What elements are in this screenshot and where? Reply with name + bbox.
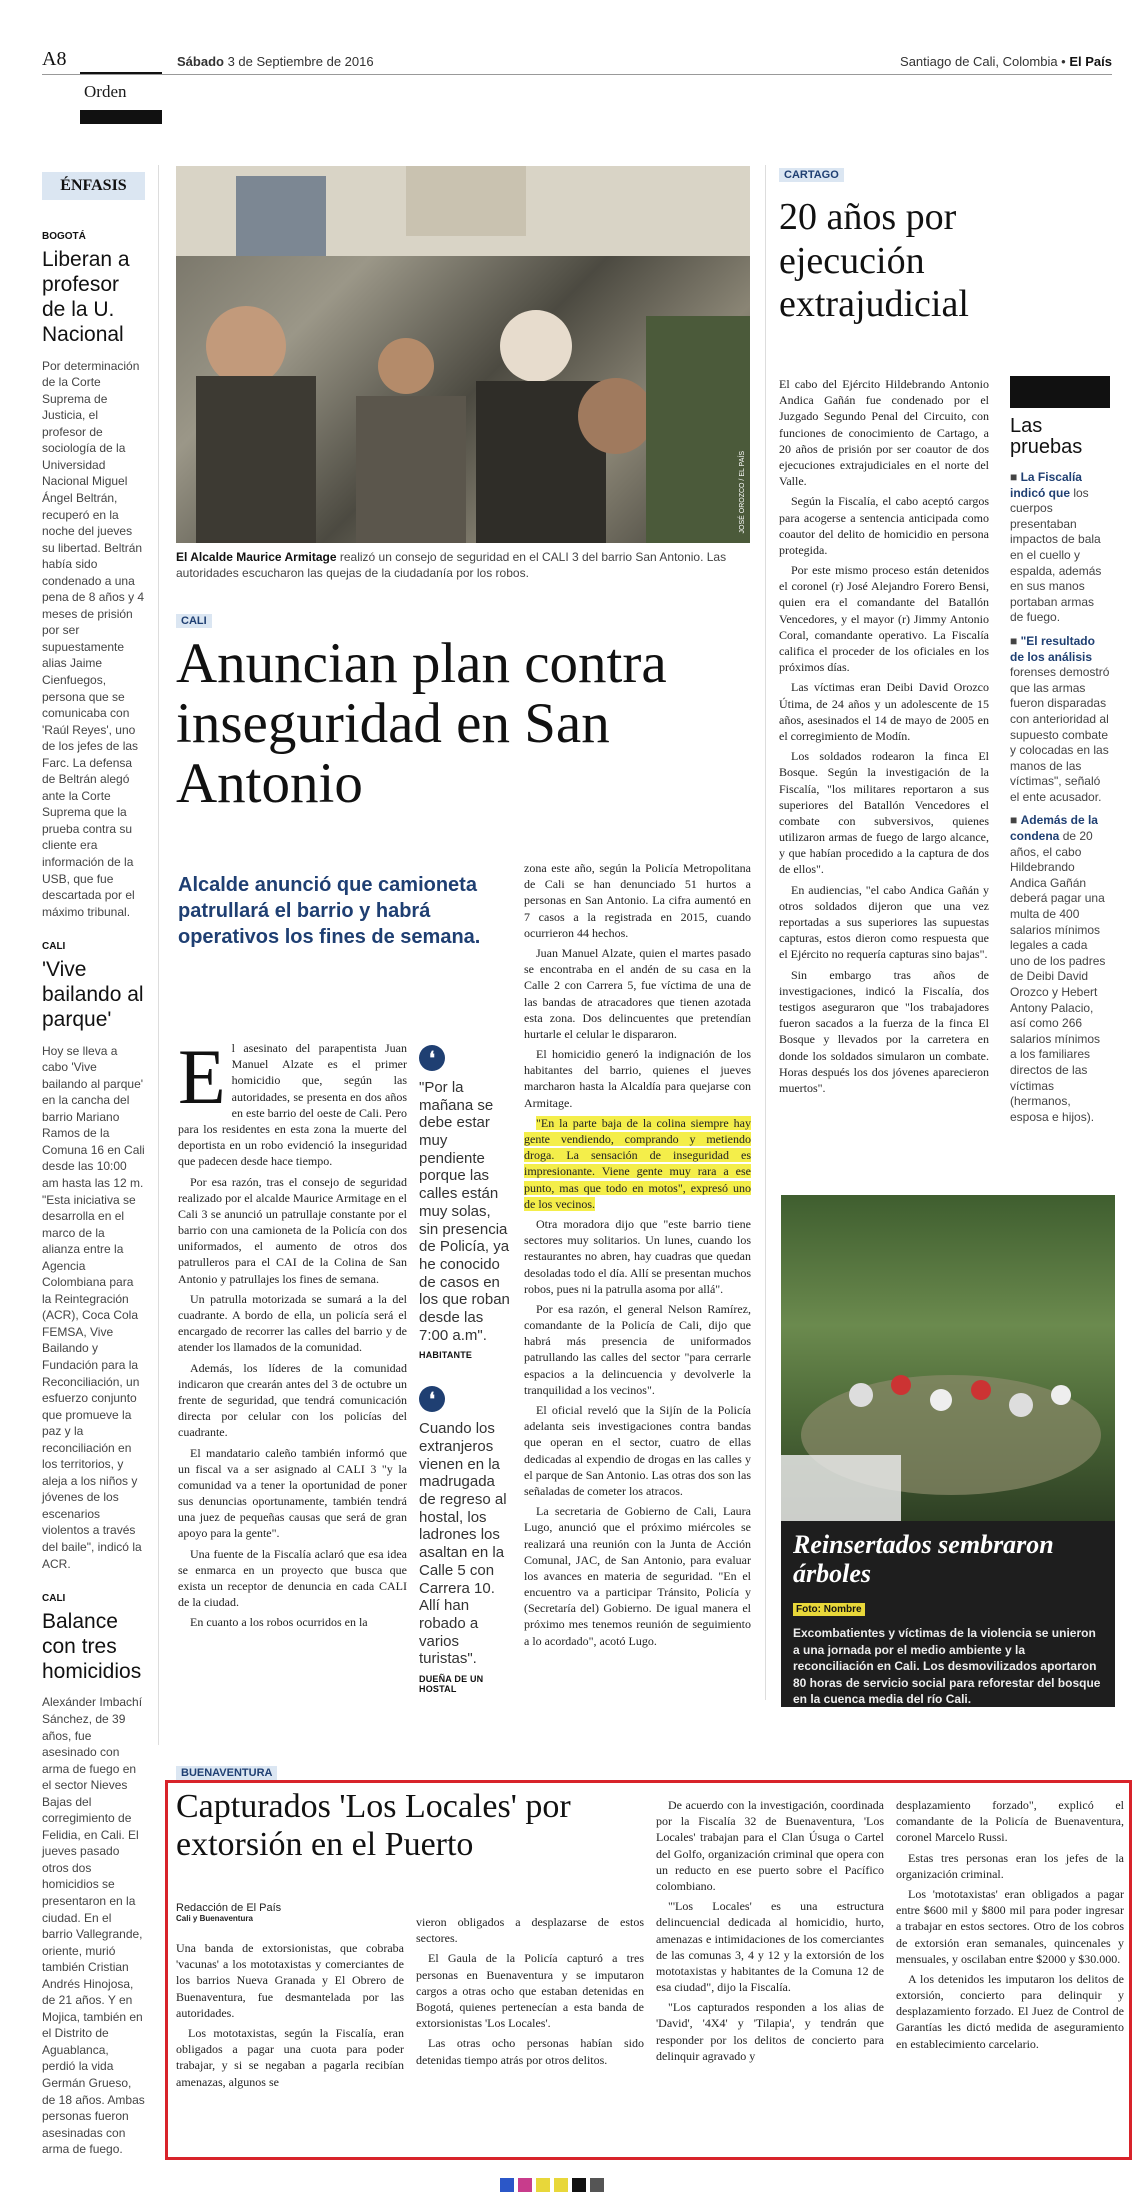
cartago-headline: 20 años por ejecución extrajudicial [779,196,969,326]
main-col-1: E l asesinato del parapentista Juan Manuel Alzate es el primer homicidio que, según las autoridades, se presenta en dos años en este barrio del oeste de Cali. Pero para los residentes en esta zona la muerte del deportista en un robo evidenció la inseguridad que padecen desde hace tiempo. Por esa razón, tras el consejo de seguridad realizado por el alcalde Maurice Armitage en el Cali 3 se anunció un patrullaje constante por el barrio con una camioneta de la Policía con dos uniformados, el aumento de otros dos patrulleros para el CAI de la Colina de San Antonio y patrullajes los fines de semana. Un patrulla motorizada se sumará a la del cuadrante. A bordo de ella, un policía será el encargado de recorrer las calles del barrio y de atender los llamados de la comunidad. Además, los líderes de la comunidad indicaron que crearán antes del 3 de octubre un frente de seguridad, que tendrá comunicación directa por celular con los policías del cuadrante. El mandatario caleño también informó que un fiscal va a ser asignado al CALI 3 "y la comunidad va a tener la oportunidad de poner sus denuncias oportunamente, también tendrá una juez de pequeñas causas que será de gran apoyo para la gente". Una fuente de la Fiscalía aclaró que esa idea se enmarca en un proyecto que busca que exista un receptor de denuncia en cada CALI de la ciudad. En cuanto a los robos ocurridos en la [178,1033,407,1630]
color-swatch [518,2178,532,2192]
cartago-body: El cabo del Ejército Hildebrando Antonio Andica Gañán fue condenado por el Juzgado Segundo Penal del Circuito, con funciones de conocimiento de Cartago, a 20 años de prisión por ser coautor de dos ejecuciones extrajudiciales en el norte del Valle. Según la Fiscalía, el cabo aceptó cargos para acogerse a sentencia anticipada como coautor del delito de homicidio en persona protegida. Por este mismo proceso están detenidos el coronel (r) José Alejandro Forero Bensi, quien era el comandante del Batallón Vencedores, y el mayor (r) Jimmy Antonio Coral, comandante operativo. La Fiscalía califica el proceder de los oficiales en los próximos días. Las víctimas eran Deibi David Orozco Útima, de 24 años y un adolescente de 15 años, asesinados el 14 de mayo de 2005 en el corregimiento de Modín. Los soldados rodearon la finca El Bosque. Según la investigación de la Fiscalía, "los militares reportaron a sus superiores del Batallón Vencedores el combate con subversivos, quienes utilizaron armas de fuego de largo alcance, y que habían procedido a la captura de dos de ellos". En audiencias, "el cabo Andica Gañán y otros soldados dijeron que una vez reportadas a sus superiores las supuestas capturas, estos dieron como respuesta que el Ejército no requería capturas sino bajas". Sin embargo tras años de investigaciones, indicó la Fiscalía, dos testigos aseguraron que "los trabajadores fueron sacados a la fuerza de la finca El Bosque y llevados por la carretera en donde los soldados simularon un combate. Horas después los dos jóvenes aparecieron muertos". [779,377,989,1095]
main-headline: Anuncian plan contra inseguridad en San Antonio [176,632,667,815]
color-swatch [536,2178,550,2192]
section-tag: BUENAVENTURA [176,1766,277,1780]
page-number: A8 [42,48,67,70]
pull-quote: Cuando los extranjeros vienen en la madrugada de regreso al hostal, los ladrones los asaltan en la Calle 5 con Carrera 10. Allí han robado a varios turistas". [419,1420,507,1668]
photo-label: Foto: Nombre [793,1603,865,1616]
enfasis-sidebar [42,172,145,2158]
photo-credit: JOSÉ OROZCO / EL PAÍS [739,450,746,533]
main-col-2: zona este año, según la Policía Metropolitana de Cali se han denunciado 51 hurtos a personas en San Antonio. La cifra aumentó en 7 casos a la registrada en 2015, cuando ocurrieron 44 hechos. Juan Manuel Alzate, quien el martes pasado se encontraba en el andén de su casa en la Calle 2 con Carrera 5, fue víctima de una de las bandas de atracadores que tienen azotada esta zona. Dos delincuentes que pretendían hurtarle el celular le dispararon. El homicidio generó la indignación de los habitantes del barrio, quienes el jueves marcharon hasta la Alcaldía para quejarse con Armitage. "En la parte baja de la colina siempre hay gente vendiendo, comprando y metiendo droga. La sensación de inseguridad es impresionante. Viene gente muy rara a ese punto, mas que todo en motos", expresó uno de los vecinos. Otra moradora dijo que "este barrio tiene sectores muy solitarios. Un lunes, cuando los restaurantes no abren, hay cuadras que quedan desoladas todo el día. Allí se presentan muchos robos, pues ni la patrulla asoma por allá". Por esa razón, el general Nelson Ramírez, comandante de la Policía de Cali, dijo que habrá más presencia de uniformados patrullando las calles del sector "para cerrarle espacios a la delincuencia y devolverle la tranquilidad a los vecinos". El oficial reveló que la Sijín de la Policía adelanta seis investigaciones contra bandas que operan en el sector, cuatro de ellas dedicadas al expendio de drogas en las calles y el parque de San Antonio. Las otras dos son las señaladas de cometer los atracos. La secretaria de Gobierno de Cali, Laura Lugo, anunció que el próximo miércoles se realizará una reunión con la Junta de Acción Comunal, JAC, de San Antonio, para evaluar los avances en materia de seguridad. "En el encuentro va a participar Tránsito, Policía y (Secretaría del) Gobierno. De igual manera el próximo mes tenemos reunión de seguimiento a lo acordado", acotó Lugo. [524,861,751,1648]
page-header [42,50,1112,72]
buenaventura-col-3: De acuerdo con la investigación, coordinada por la Fiscalía 32 de Buenaventura, 'Los Locales' trabajan para el Clan Úsuga o Cartel del Golfo, organización criminal que opera con un reducto en ese puerto sobre el Pacífico colombiano. "'Los Locales' es una estructura delincuencial dedicada al homicidio, hurto, amenazas e intimidaciones de los comerciantes de las comunas 3, 4 y 12 y la extorsión de los mototaxistas y habitantes de la Comuna 12 de esa ciudad", dijo la Fiscalía. "Los capturados responden a los alias de 'David', '4X4' y 'Tilapia', y tendrán que responder por los delitos de concierto para delinquir agravado y [656,1798,884,2063]
pruebas-item: ■ La Fiscalía indicó que los cuerpos presentaban impactos de bala en el cuello y espalda, además en sus manos portaban armas de fuego. [1010,470,1102,625]
color-swatch [590,2178,604,2192]
page-date: Sábado 3 de Septiembre de 2016 [177,54,374,69]
photo-caption: El Alcalde Maurice Armitage realizó un consejo de seguridad en el CALI 3 del barrio San Antonio. Las autoridades escucharon las quejas de la ciudadanía por los robos. [176,550,727,581]
color-bar [500,2178,608,2192]
enfasis-item: BOGOTÁ Liberan a profesor de la U. Nacional Por determinación de la Corte Suprema de Justicia, el profesor de sociología de la Universidad Nacional Miguel Ángel Beltrán, recuperó en la noche del jueves su libertad. Beltrán había sido condenado a una pena de 8 años y 4 meses de prisión por ser supuestamente alias Jaime Cienfuegos, persona que se comunicaba con 'Raúl Reyes', uno de los jefes de las Farc. La defensa de Beltrán alegó ante la Corte Suprema que la prueba contra su cliente era información de la USB, que fue descartada por el máximo tribunal. [42,231,145,919]
header-rule [42,74,1112,75]
highlighted-quote: "En la parte baja de la colina siempre hay gente vendiendo, comprando y metiendo droga. La sensación de inseguridad es impresionante. Viene gente muy rara a ese punto, mas que todo en motos", expresó uno de los vecinos. [524,1115,751,1211]
reinsertados-headline: Reinsertados sembraron árboles [793,1530,1054,1588]
quote-source: HABITANTE [419,1350,473,1361]
buenaventura-headline: Capturados 'Los Locales' por extorsión en el Puerto [176,1788,571,1864]
section-tag: CALI [176,614,212,628]
section-label: Orden [80,72,162,124]
quote-icon: ❛ [419,1045,445,1071]
reinsertados-caption: Excombatientes y víctimas de la violencia se unieron a una jornada por el medio ambiente y la reconciliación en Cali. Los desmovilizados aportaron 80 horas de servicio social para reforestar del bosque en la cuenca media del río Cali. [793,1626,1101,1707]
quote-icon: ❛ [419,1386,445,1412]
pruebas-box [1010,376,1110,1125]
main-photo [176,166,750,543]
buenaventura-col-1: Una banda de extorsionistas, que cobraba 'vacunas' a los mototaxistas y comerciantes de los barrios Nueva Granada y El Obrero de Buenaventura, fue desmantelada por las autoridades. Los mototaxistas, según la Fiscalía, eran obligados a pagar una cuota para poder trabajar, y si se negaban a pagarla recibían amenazas, algunos se [176,1941,404,2089]
quote-source: DUEÑA DE UN HOSTAL [419,1673,484,1694]
pull-quote: "Por la mañana se debe estar muy pendiente porque las calles están muy solas, sin presencia de Policía, ya he conocido de casos en los que roban desde las 7:00 a.m". [419,1079,510,1344]
buenaventura-col-4: desplazamiento forzado", explicó el comandante de la Policía de Buenaventura, coronel Marcelo Russi. Estas tres personas eran los jefes de la organización criminal. Los 'mototaxistas' eran obligados a pagar entre $600 mil y $800 mil para poder ingresar a trabajar en estos sectores. Otro de los cobros de extorsión eran semanales, quincenales y mensuales, y oscilaban entre $2000 y $30.000. A los detenidos les imputaron los delitos de extorsión, concierto para delinquir y desplazamiento forzado. El Juez de Control de Garantías les dictó medida de aseguramiento en establecimiento carcelario. [896,1798,1124,2051]
reinsertados-box [781,1195,1115,1707]
main-subhead: Alcalde anunció que camioneta patrullará el barrio y habrá operativos los fines de semana. [178,874,481,948]
quotes-column [419,1045,511,1694]
pruebas-title: Las pruebas [1010,415,1083,458]
dropcap: E [178,1033,226,1120]
enfasis-title: ÉNFASIS [42,172,145,200]
buenaventura-col-2: vieron obligados a desplazarse de estos sectores. El Gaula de la Policía capturó a tres personas en Buenaventura y se imputaron cargos a otras ocho que estaban detenidas en Bogotá, quienes pertenecían a esta banda de extorsionistas 'Los Locales'. Las otras ocho personas habían sido detenidas tiempo atrás por otros delitos. [416,1915,644,2067]
section-tag: CARTAGO [779,168,844,182]
enfasis-item: CALI 'Vive bailando al parque' Hoy se lleva a cabo 'Vive bailando al parque' en la cancha del barrio Mariano Ramos de la Comuna 16 en Cali desde las 10:00 am hasta las 12 m. "Esta iniciativa se desarrolla en el marco de la alianza entre la Agencia Colombiana para la Reintegración (ACR), Coca Cola FEMSA, Vive Bailando y Fundación para la Reconciliación, un esfuerzo conjunto que promueve la paz y la reconciliación en los territorios, y aleja a los niños y jóvenes de los escenarios violentos a través del baile", indicó la ACR. [42,941,145,1571]
color-swatch [554,2178,568,2192]
color-swatch [572,2178,586,2192]
reinsertados-photo [781,1195,1115,1521]
byline: Redacción de El País Cali y Buenaventura [176,1902,282,1923]
page-location: Santiago de Cali, Colombia • El País [900,54,1112,69]
enfasis-item: CALI Balance con tres homicidios Alexánder Imbachí Sánchez, de 39 años, fue asesinado con arma de fuego en el sector Nieves Bajas del corregimiento de Felidia, en Cali. El jueves pasado otros dos homicidios se presentaron en la ciudad. En el barrio Vallegrande, oriente, murió también Cristian Andrés Hinojosa, de 21 años. Y en Mojica, también en el Distrito de Aguablanca, perdió la vida Germán Grueso, de 18 años. Ambas personas fueron asesinadas con arma de fuego. [42,1593,145,2157]
color-swatch [500,2178,514,2192]
pruebas-item: ■ Además de la condena de 20 años, el cabo Hildebrando Andica Gañán deberá pagar una multa de 400 salarios mínimos legales a cada uno de los padres de Deibi David Orozco y Hebert Antony Palacio, así como 266 salarios mínimos a los familiares directos de las víctimas (hermanos, esposa e hijos). [1010,813,1106,1124]
pruebas-item: ■ "El resultado de los análisis forenses demostró que las armas fueron disparadas con anterioridad al supuesto combate y colocadas en las manos de las víctimas", señaló el ente acusador. [1010,633,1110,804]
